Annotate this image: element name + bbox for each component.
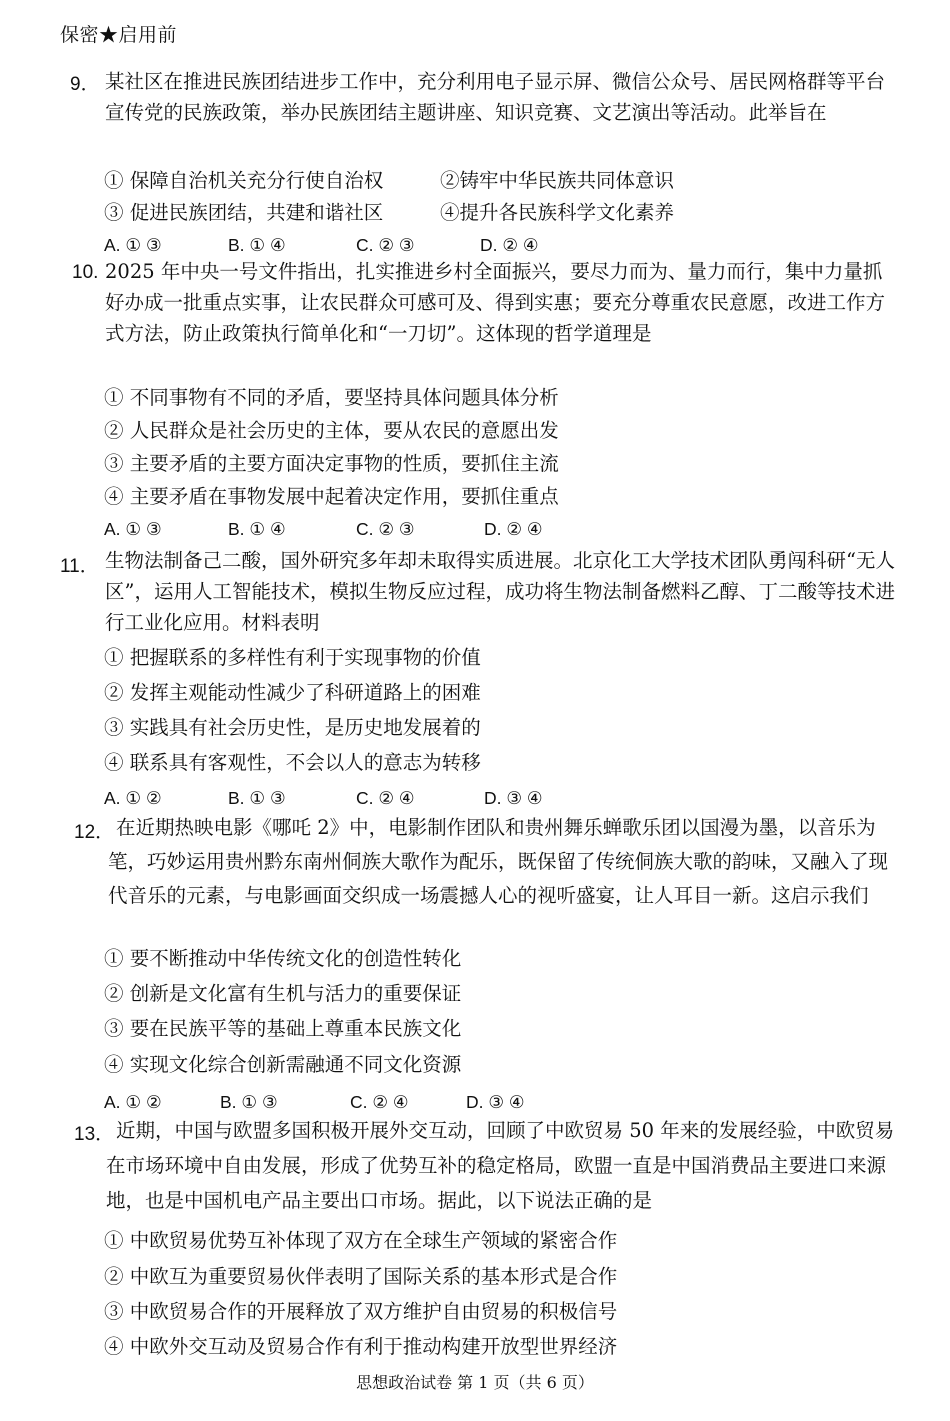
- answer-choice-c: C. ② ③: [356, 235, 415, 255]
- option-4: ④ 中欧外交互动及贸易合作有利于推动构建开放型世界经济: [104, 1335, 618, 1358]
- question-number: 9．: [70, 74, 100, 95]
- option-1: ① 把握联系的多样性有利于实现事物的价值: [104, 646, 481, 669]
- option-2: ② 人民群众是社会历史的主体，要从农民的意愿出发: [104, 419, 559, 442]
- option-3: ③ 促进民族团结，共建和谐社区: [104, 201, 384, 224]
- page-footer: 思想政治试卷 第 1 页（共 6 页）: [356, 1373, 594, 1392]
- answer-choice-d: D. ③ ④: [466, 1092, 525, 1112]
- answer-choice-b: B. ① ③: [228, 788, 286, 808]
- answer-choice-d: D. ② ④: [484, 519, 543, 539]
- answer-choice-d: D. ③ ④: [484, 788, 543, 808]
- option-2: ② 发挥主观能动性减少了科研道路上的困难: [104, 681, 481, 704]
- answer-choice-c: C. ② ③: [356, 519, 415, 539]
- answer-choice-c: C. ② ④: [356, 788, 415, 808]
- option-3: ③ 要在民族平等的基础上尊重本民族文化: [104, 1017, 462, 1040]
- option-4: ④ 联系具有客观性，不会以人的意志为转移: [104, 751, 481, 774]
- answer-choice-a: A. ① ③: [104, 235, 162, 255]
- answer-choice-b: B. ① ④: [228, 519, 286, 539]
- answer-choice-a: A. ① ②: [104, 1092, 162, 1112]
- option-4: ④ 实现文化综合创新需融通不同文化资源: [104, 1053, 462, 1076]
- option-1: ① 保障自治机关充分行使自治权: [104, 169, 384, 192]
- question-number: 13．: [74, 1124, 115, 1145]
- option-4: ④ 主要矛盾在事物发展中起着决定作用，要抓住重点: [104, 485, 559, 508]
- answer-choice-b: B. ① ③: [220, 1092, 278, 1112]
- option-2: ② 中欧互为重要贸易伙伴表明了国际关系的基本形式是合作: [104, 1265, 618, 1288]
- answer-choices: [104, 1092, 525, 1113]
- question-number: 12．: [74, 822, 115, 843]
- option-3: ③ 中欧贸易合作的开展释放了双方维护自由贸易的积极信号: [104, 1300, 618, 1323]
- option-3: ③ 实践具有社会历史性，是历史地发展着的: [104, 716, 481, 739]
- answer-choices: [104, 788, 543, 809]
- question-number: 10.: [72, 262, 99, 283]
- option-3: ③ 主要矛盾的主要方面决定事物的性质，要抓住主流: [104, 452, 559, 475]
- question-number: 11．: [60, 556, 99, 577]
- option-2: ②铸牢中华民族共同体意识: [440, 169, 675, 192]
- option-4: ④提升各民族科学文化素养: [440, 201, 675, 224]
- confidential-mark: 保密★启用前: [60, 24, 178, 46]
- option-1: ① 不同事物有不同的矛盾，要坚持具体问题具体分析: [104, 386, 559, 409]
- answer-choice-b: B. ① ④: [228, 235, 286, 255]
- option-1: ① 要不断推动中华传统文化的创造性转化: [104, 947, 462, 970]
- answer-choices: [104, 519, 543, 540]
- option-2: ② 创新是文化富有生机与活力的重要保证: [104, 982, 462, 1005]
- answer-choice-a: A. ① ③: [104, 519, 162, 539]
- answer-choice-d: D. ② ④: [480, 235, 539, 255]
- option-1: ① 中欧贸易优势互补体现了双方在全球生产领域的紧密合作: [104, 1229, 618, 1252]
- answer-choice-c: C. ② ④: [350, 1092, 409, 1112]
- answer-choice-a: A. ① ②: [104, 788, 162, 808]
- exam-page: 保密★启用前 9． 某社区在推进民族团结进步工作中，充分利用电子显示屏、微信公众号、居民网格群等平台宣传党的民族政策，举办民族团结主题讲座、知识竞赛、文艺演出等活动。此举旨在 ① 保障自治机关充分行使自治权 ②铸牢中华民族共同体意识 ③ 促进民族团结，共建和谐社区 ④提升各民族科学文化素养 A. ① ③ B. ① ④ C. ② ③ D. ② ④ 10. 2025 年中央一号文件指出，扎实推进乡村全面振兴，要尽力而为、量力而行，集中力量抓好办成一批重点实事，让农民群众可感可及、得到实惠；要充分尊重农民意愿，改进工作方式方法，防止政策执行简单化和“一刀切”。这体现的哲学道理是 ① 不同事物有不同的矛盾，要坚持具体问题具体分析 ② 人民群众是社会历史的主体，要从农民的意愿出发 ③ 主要矛盾的主要方面决定事物的性质，要抓住主流 ④ 主要矛盾在事物发展中起着决定作用，要抓住重点 A. ① ③ B. ① ④ C. ② ③ D. ② ④ 11． 生物法制备己二酸，国外研究多年却未取得实质进展。北京化工大学技术团队勇闯科研“无人区”，运用人工智能技术，模拟生物反应过程，成功将生物法制备燃料乙醇、丁二酸等技术进行工业化应用。材料表明 ① 把握联系的多样性有利于实现事物的价值 ② 发挥主观能动性减少了科研道路上的困难 ③ 实践具有社会历史性，是历史地发展着的 ④ 联系具有客观性，不会以人的意志为转移 A. ① ② B. ① ③ C. ② ④ D. ③ ④ 12． 在近期热映电影《哪吒 2》中，电影制作团队和贵州舞乐蝉歌乐团以国漫为墨，以音乐为笔，巧妙运用贵州黔东南州侗族大歌作为配乐，既保留了传统侗族大歌的韵味，又融入了现代音乐的元素，与电影画面交织成一场震撼人心的视听盛宴，让人耳目一新。这启示我们 ① 要不断推动中华传统文化的创造性转化 ② 创新是文化富有生机与活力的重要保证 ③ 要在民族平等的基础上尊重本民族文化 ④ 实现文化综合创新需融通不同文化资源 A. ① ② B. ① ③ C. ② ④ D. ③ ④ 13． 近期，中国与欧盟多国积极开展外交互动，回顾了中欧贸易 50 年来的发展经验，中欧贸易在市场环境中自由发展，形成了优势互补的稳定格局，欧盟一直是中国消费品主要进口来源地，也是中国机电产品主要出口市场。据此，以下说法正确的是 ① 中欧贸易优势互补体现了双方在全球生产领域的紧密合作 ② 中欧互为重要贸易伙伴表明了国际关系的基本形式是合作 ③ 中欧贸易合作的开展释放了双方维护自由贸易的积极信号 ④ 中欧外交互动及贸易合作有利于推动构建开放型世界经济 思想政治试卷 第 1 页（共 6 页）: [0, 0, 950, 1421]
- answer-choices: [104, 235, 539, 256]
